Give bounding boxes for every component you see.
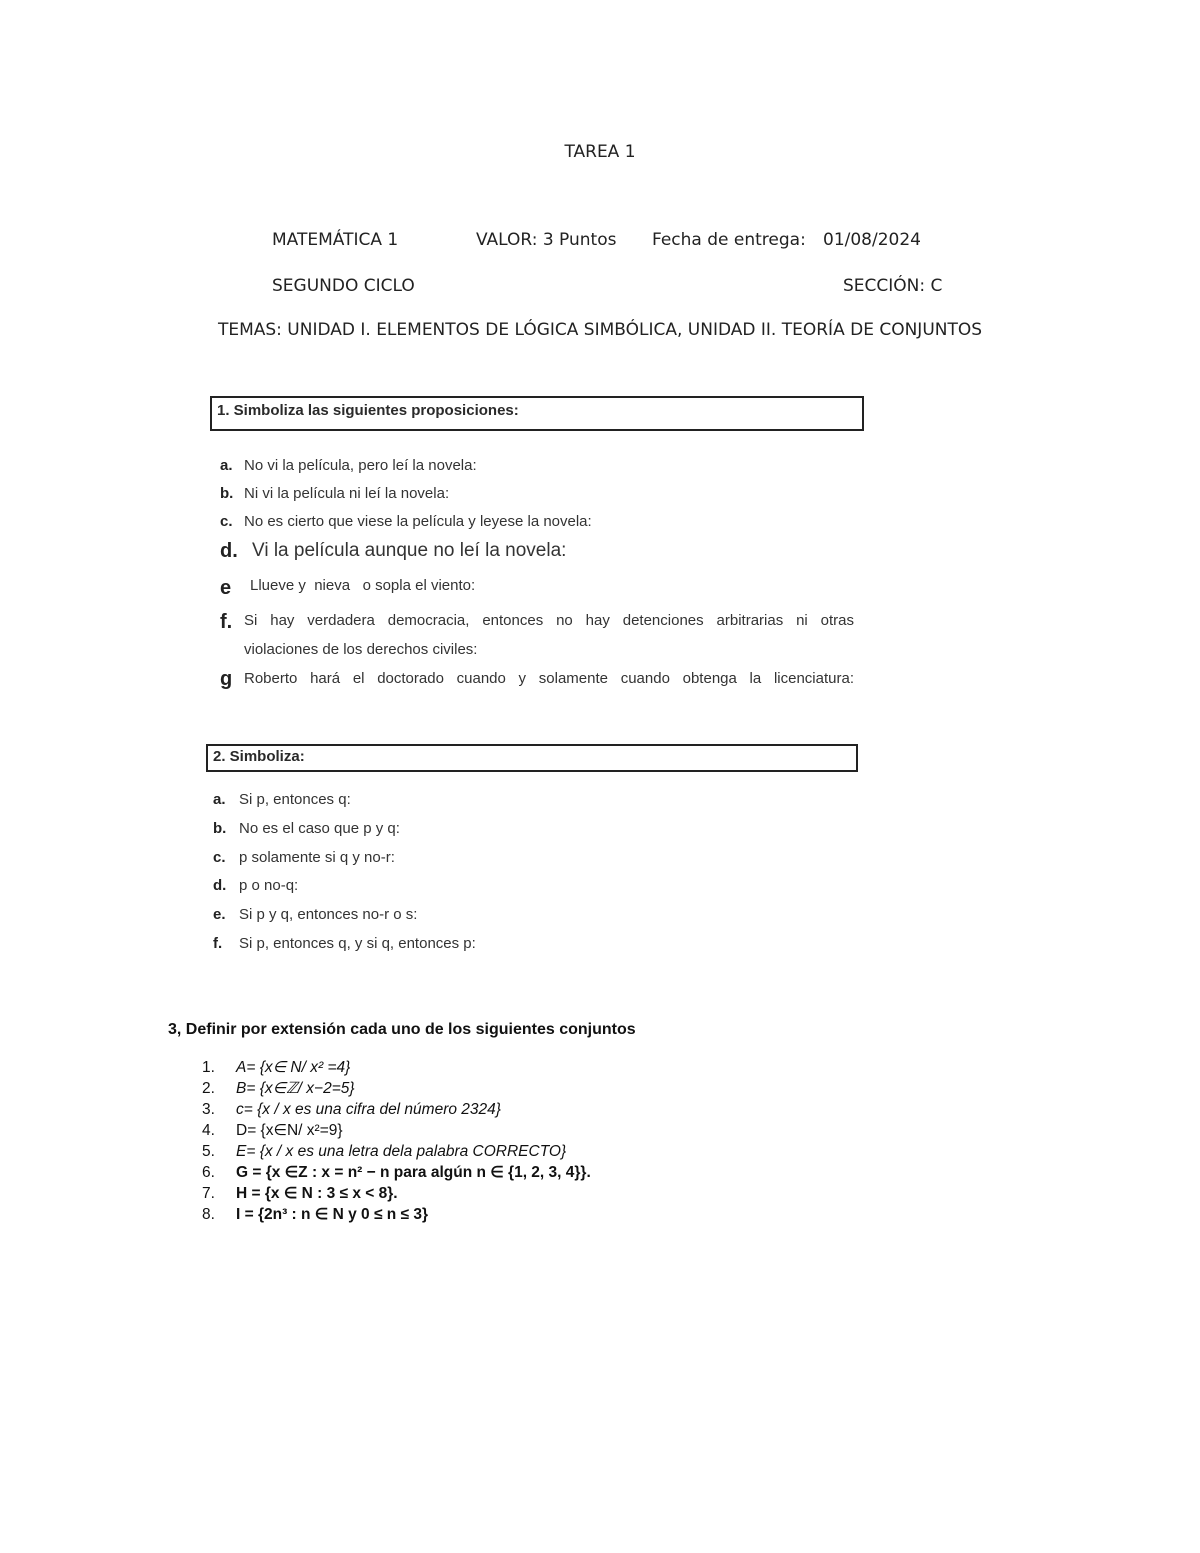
section2-heading: 2. Simboliza:	[213, 748, 305, 765]
item-text: Roberto hará el doctorado cuando y solamente cuando obtenga la licenciatura:	[244, 670, 854, 687]
list-item	[202, 1162, 591, 1183]
section1-item-c	[220, 513, 860, 533]
item-text: H = {x ∈ N : 3 ≤ x < 8}.	[236, 1185, 398, 1202]
item-text: Si p y q, entonces no-r o s:	[239, 906, 418, 923]
section3-list	[202, 1057, 591, 1225]
item-text: Si hay verdadera democracia, entonces no hay detenciones arbitrarias ni otras	[244, 612, 854, 629]
section3-heading: 3, Definir por extensión cada uno de los siguientes conjuntos	[168, 1021, 636, 1038]
item-number: 8.	[202, 1206, 215, 1223]
item-text: p o no-q:	[239, 877, 299, 894]
item-letter: b.	[213, 820, 227, 837]
item-text: B= {x∈ℤ/ x−2=5}	[236, 1080, 355, 1097]
section1-item-d	[220, 540, 860, 566]
section2-item-d	[213, 877, 613, 897]
item-letter: a.	[220, 457, 233, 474]
section2-item-e	[213, 906, 613, 926]
item-text-continued: violaciones de los derechos civiles:	[244, 641, 478, 658]
item-text: A= {x∈ N/ x² =4}	[236, 1059, 351, 1076]
section2-heading-box	[206, 744, 858, 772]
item-number: 7.	[202, 1185, 215, 1202]
item-text: Llueve y nieva o sopla el viento:	[250, 577, 476, 594]
list-item	[202, 1141, 591, 1162]
item-number: 2.	[202, 1080, 215, 1097]
item-letter: f.	[220, 611, 233, 633]
item-letter: b.	[220, 485, 234, 502]
item-letter: g	[220, 668, 233, 690]
list-item	[202, 1078, 591, 1099]
item-text: Ni vi la película ni leí la novela:	[244, 485, 450, 502]
item-number: 5.	[202, 1143, 215, 1160]
item-text: Si p, entonces q:	[239, 791, 351, 808]
item-text: Vi la película aunque no leí la novela:	[252, 540, 567, 561]
item-number: 3.	[202, 1101, 215, 1118]
item-text: No es el caso que p y q:	[239, 820, 400, 837]
list-item	[202, 1183, 591, 1204]
list-item	[202, 1099, 591, 1120]
item-number: 1.	[202, 1059, 215, 1076]
list-item	[202, 1204, 591, 1225]
list-item	[202, 1120, 591, 1141]
section-label: SECCIÓN: C	[843, 276, 943, 296]
due-date-label: Fecha de entrega:	[652, 230, 806, 250]
item-letter: a.	[213, 791, 226, 808]
subject-label: MATEMÁTICA 1	[272, 230, 399, 250]
section1-heading-box	[210, 396, 864, 431]
item-number: 4.	[202, 1122, 215, 1139]
item-letter: f.	[213, 935, 223, 952]
item-text: c= {x / x es una cifra del número 2324}	[236, 1101, 501, 1118]
section2-item-b	[213, 820, 613, 840]
list-item	[202, 1057, 591, 1078]
section1-item-a	[220, 457, 860, 477]
section1-item-f	[220, 611, 856, 661]
item-text: No es cierto que viese la película y leyese la novela:	[244, 513, 592, 530]
due-date-value: 01/08/2024	[823, 230, 921, 250]
item-text: G = {x ∈Z : x = n² − n para algún n ∈ {1, 2, 3, 4}}.	[236, 1164, 591, 1181]
section2-item-a	[213, 791, 613, 811]
section1-item-e	[220, 577, 860, 599]
section2-item-f	[213, 935, 613, 955]
item-letter: e.	[213, 906, 226, 923]
item-text: I = {2n³ : n ∈ N y 0 ≤ n ≤ 3}	[236, 1206, 429, 1223]
value-label: VALOR: 3 Puntos	[476, 230, 617, 250]
item-text: p solamente si q y no-r:	[239, 849, 395, 866]
item-number: 6.	[202, 1164, 215, 1181]
item-text: E= {x / x es una letra dela palabra CORRECTO}	[236, 1143, 567, 1160]
page-title: TAREA 1	[564, 142, 636, 162]
cycle-label: SEGUNDO CICLO	[272, 276, 415, 296]
topics-line: TEMAS: UNIDAD I. ELEMENTOS DE LÓGICA SIMBÓLICA, UNIDAD II. TEORÍA DE CONJUNTOS	[217, 320, 983, 340]
item-text: D= {x∈N/ x²=9}	[236, 1122, 343, 1139]
item-letter: e	[220, 577, 232, 599]
section1-heading: 1. Simboliza las siguientes proposiciones:	[217, 402, 519, 419]
item-letter: c.	[220, 513, 233, 530]
section1-item-b	[220, 485, 860, 505]
item-letter: d.	[213, 877, 227, 894]
item-letter: d.	[220, 540, 238, 562]
section2-item-c	[213, 849, 613, 869]
item-text: No vi la película, pero leí la novela:	[244, 457, 477, 474]
item-text: Si p, entonces q, y si q, entonces p:	[239, 935, 476, 952]
item-letter: c.	[213, 849, 226, 866]
section1-item-g	[220, 668, 856, 692]
